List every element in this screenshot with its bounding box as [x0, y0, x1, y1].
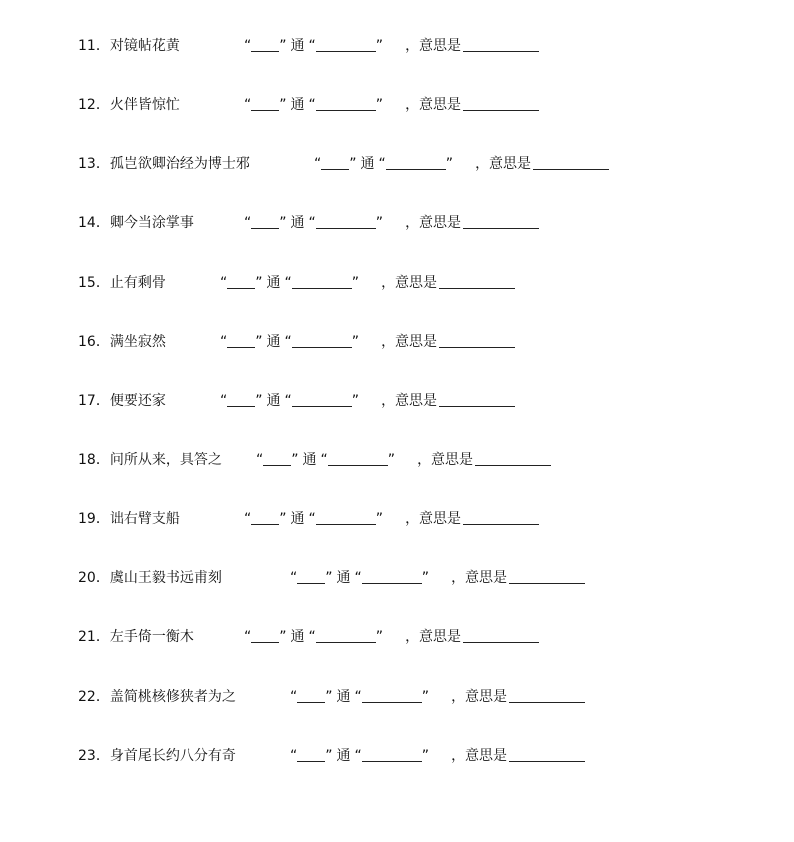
tong-label: 通	[290, 97, 305, 113]
answer-template	[220, 274, 515, 292]
blank-correct-char[interactable]	[316, 96, 376, 111]
meaning-label: ，意思是	[405, 629, 462, 645]
meaning-label: ，意思是	[405, 511, 462, 527]
tong-label: 通	[266, 334, 281, 350]
answer-template	[220, 333, 515, 351]
answer-template	[290, 747, 585, 765]
tong-label: 通	[290, 629, 305, 645]
answer-template	[244, 214, 539, 232]
blank-original-char[interactable]	[251, 214, 279, 229]
question-sentence: 问所从来，具答之	[109, 452, 222, 468]
meaning-label: ，意思是	[405, 97, 462, 113]
close-quote: ”	[325, 748, 333, 764]
tong-label: 通	[336, 748, 351, 764]
question-sentence: 虞山王毅书远甫刻	[109, 570, 222, 586]
question-row-12	[78, 96, 462, 116]
close-quote: ”	[279, 38, 287, 54]
question-row-19	[78, 510, 462, 530]
question-sentence: 身首尾长约八分有奇	[109, 748, 236, 764]
blank-meaning[interactable]	[509, 688, 585, 703]
blank-meaning[interactable]	[439, 333, 515, 348]
question-number: 15．	[78, 275, 110, 291]
close-quote: ”	[279, 511, 287, 527]
close-quote: ”	[421, 748, 430, 764]
question-number: 14．	[78, 215, 110, 231]
close-quote: ”	[351, 275, 360, 291]
blank-original-char[interactable]	[251, 96, 279, 111]
blank-correct-char[interactable]	[316, 214, 376, 229]
blank-correct-char[interactable]	[292, 333, 352, 348]
blank-correct-char[interactable]	[362, 688, 422, 703]
open-quote: “	[244, 97, 252, 113]
question-number: 23．	[78, 748, 110, 764]
question-number: 22．	[78, 689, 110, 705]
blank-correct-char[interactable]	[362, 569, 422, 584]
blank-meaning[interactable]	[509, 569, 585, 584]
question-row-18	[78, 451, 474, 471]
close-quote: ”	[375, 215, 384, 231]
question-sentence: 卿今当涂掌事	[109, 215, 194, 231]
close-quote: ”	[279, 629, 287, 645]
close-quote: ”	[421, 689, 430, 705]
tong-label: 通	[290, 215, 305, 231]
close-quote: ”	[255, 334, 263, 350]
answer-template	[244, 96, 539, 114]
tong-label: 通	[302, 452, 317, 468]
close-quote: ”	[375, 629, 384, 645]
meaning-label: ，意思是	[381, 393, 438, 409]
meaning-label: ，意思是	[475, 156, 532, 172]
blank-meaning[interactable]	[463, 628, 539, 643]
close-quote: ”	[279, 97, 287, 113]
question-sentence: 止有剩骨	[109, 275, 166, 291]
open-quote: “	[244, 629, 252, 645]
close-quote: ”	[421, 570, 430, 586]
question-number: 16．	[78, 334, 110, 350]
meaning-label: ，意思是	[451, 689, 508, 705]
close-quote: ”	[375, 97, 384, 113]
open-quote: “	[290, 689, 298, 705]
tong-label: 通	[360, 156, 375, 172]
answer-template	[220, 392, 515, 410]
close-quote: ”	[255, 393, 263, 409]
meaning-label: ，意思是	[405, 215, 462, 231]
tong-label: 通	[336, 689, 351, 705]
open-quote: “	[314, 156, 322, 172]
question-row-21	[78, 628, 462, 648]
blank-original-char[interactable]	[227, 333, 255, 348]
open-quote: “	[308, 511, 316, 527]
question-row-13	[78, 155, 532, 175]
tong-label: 通	[266, 393, 281, 409]
tong-label: 通	[290, 38, 305, 54]
blank-original-char[interactable]	[297, 688, 325, 703]
blank-original-char[interactable]	[297, 569, 325, 584]
open-quote: “	[220, 393, 228, 409]
blank-correct-char[interactable]	[386, 155, 446, 170]
open-quote: “	[244, 511, 252, 527]
open-quote: “	[256, 452, 264, 468]
meaning-label: ，意思是	[451, 748, 508, 764]
blank-original-char[interactable]	[227, 274, 255, 289]
blank-meaning[interactable]	[463, 96, 539, 111]
open-quote: “	[244, 38, 252, 54]
meaning-label: ，意思是	[381, 275, 438, 291]
open-quote: “	[244, 215, 252, 231]
blank-original-char[interactable]	[297, 747, 325, 762]
blank-original-char[interactable]	[251, 510, 279, 525]
question-sentence: 左手倚一衡木	[109, 629, 194, 645]
close-quote: ”	[279, 215, 287, 231]
open-quote: “	[354, 748, 362, 764]
blank-correct-char[interactable]	[316, 628, 376, 643]
blank-correct-char[interactable]	[316, 510, 376, 525]
answer-template	[314, 155, 609, 173]
question-sentence: 火伴皆惊忙	[109, 97, 180, 113]
open-quote: “	[378, 156, 386, 172]
blank-meaning[interactable]	[463, 510, 539, 525]
blank-meaning[interactable]	[439, 392, 515, 407]
open-quote: “	[354, 570, 362, 586]
blank-meaning[interactable]	[463, 37, 539, 52]
question-row-14	[78, 214, 462, 234]
question-sentence: 盖简桃核修狭者为之	[109, 689, 236, 705]
blank-original-char[interactable]	[251, 37, 279, 52]
question-row-15	[78, 274, 438, 294]
blank-original-char[interactable]	[263, 451, 291, 466]
blank-correct-char[interactable]	[292, 392, 352, 407]
answer-template	[244, 510, 539, 528]
blank-correct-char[interactable]	[328, 451, 388, 466]
question-number: 13．	[78, 156, 110, 172]
blank-original-char[interactable]	[251, 628, 279, 643]
question-row-23	[78, 747, 508, 767]
open-quote: “	[308, 215, 316, 231]
meaning-label: ，意思是	[451, 570, 508, 586]
close-quote: ”	[375, 511, 384, 527]
open-quote: “	[284, 393, 292, 409]
open-quote: “	[354, 689, 362, 705]
close-quote: ”	[349, 156, 357, 172]
question-row-22	[78, 688, 508, 708]
question-sentence: 便要还家	[109, 393, 166, 409]
close-quote: ”	[375, 38, 384, 54]
close-quote: ”	[351, 334, 360, 350]
open-quote: “	[284, 275, 292, 291]
blank-meaning[interactable]	[533, 155, 609, 170]
close-quote: ”	[445, 156, 454, 172]
open-quote: “	[284, 334, 292, 350]
answer-template	[256, 451, 551, 469]
blank-meaning[interactable]	[509, 747, 585, 762]
question-number: 18．	[78, 452, 110, 468]
open-quote: “	[290, 748, 298, 764]
close-quote: ”	[351, 393, 360, 409]
open-quote: “	[290, 570, 298, 586]
question-number: 19．	[78, 511, 110, 527]
blank-correct-char[interactable]	[292, 274, 352, 289]
question-row-11	[78, 37, 462, 57]
question-sentence: 诎右臂支船	[109, 511, 180, 527]
answer-template	[290, 569, 585, 587]
question-number: 12．	[78, 97, 110, 113]
close-quote: ”	[325, 570, 333, 586]
question-row-20	[78, 569, 508, 589]
question-sentence: 孤岂欲卿治经为博士邪	[109, 156, 250, 172]
close-quote: ”	[387, 452, 396, 468]
tong-label: 通	[266, 275, 281, 291]
question-sentence: 对镜帖花黄	[109, 38, 180, 54]
close-quote: ”	[325, 689, 333, 705]
open-quote: “	[220, 334, 228, 350]
close-quote: ”	[291, 452, 299, 468]
open-quote: “	[220, 275, 228, 291]
blank-meaning[interactable]	[463, 214, 539, 229]
blank-meaning[interactable]	[475, 451, 551, 466]
question-row-16	[78, 333, 438, 353]
question-number: 20．	[78, 570, 110, 586]
tong-label: 通	[336, 570, 351, 586]
close-quote: ”	[255, 275, 263, 291]
open-quote: “	[308, 38, 316, 54]
meaning-label: ，意思是	[405, 38, 462, 54]
answer-template	[244, 37, 539, 55]
blank-correct-char[interactable]	[362, 747, 422, 762]
blank-correct-char[interactable]	[316, 37, 376, 52]
open-quote: “	[308, 629, 316, 645]
question-number: 11．	[78, 38, 110, 54]
open-quote: “	[320, 452, 328, 468]
answer-template	[290, 688, 585, 706]
tong-label: 通	[290, 511, 305, 527]
open-quote: “	[308, 97, 316, 113]
question-number: 21．	[78, 629, 110, 645]
question-sentence: 满坐寂然	[109, 334, 166, 350]
blank-original-char[interactable]	[227, 392, 255, 407]
question-row-17	[78, 392, 438, 412]
meaning-label: ，意思是	[417, 452, 474, 468]
answer-template	[244, 628, 539, 646]
meaning-label: ，意思是	[381, 334, 438, 350]
blank-original-char[interactable]	[321, 155, 349, 170]
question-number: 17．	[78, 393, 110, 409]
blank-meaning[interactable]	[439, 274, 515, 289]
